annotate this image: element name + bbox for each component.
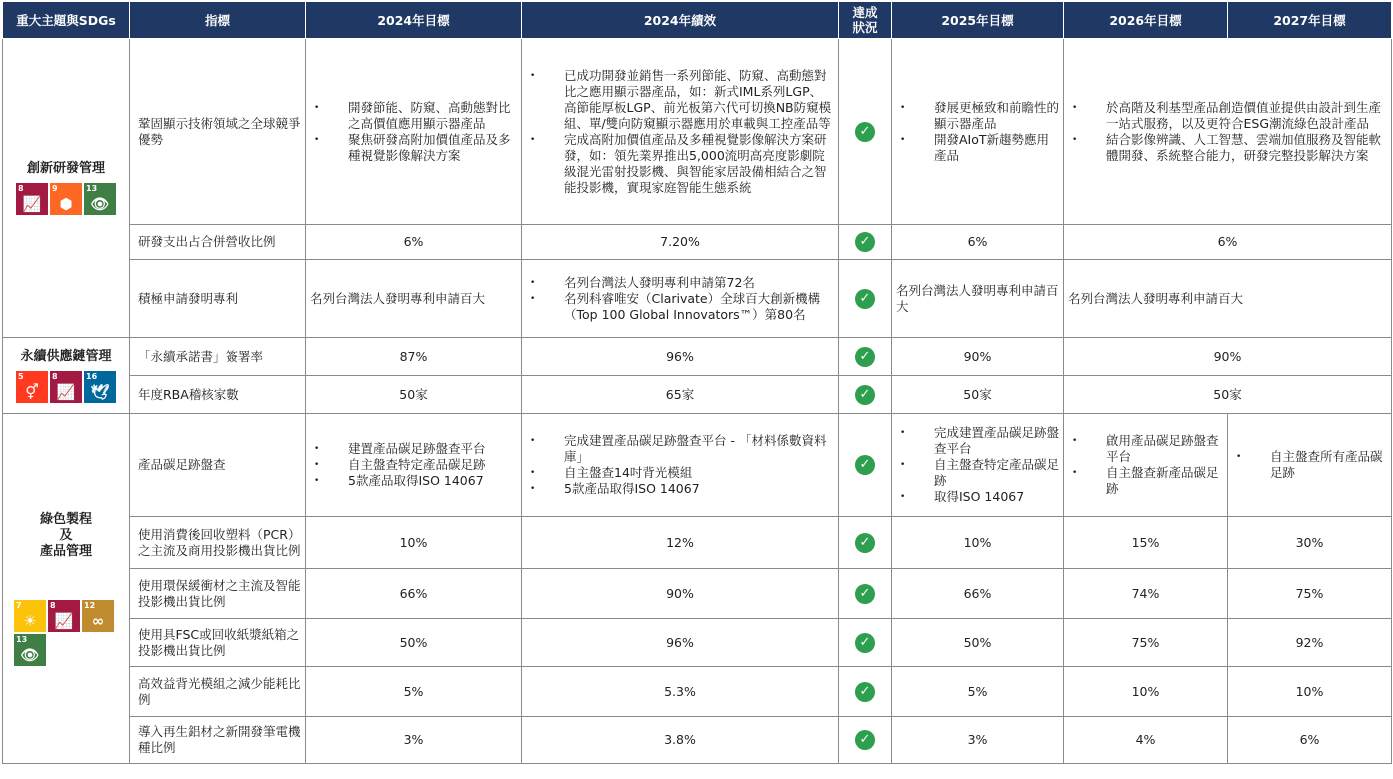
target-2026-cell: 74% bbox=[1064, 569, 1228, 619]
bullet-list bbox=[526, 433, 834, 497]
perf-2024-cell: 96% bbox=[522, 338, 839, 376]
target-2026-2027-cell: 90% bbox=[1064, 338, 1392, 376]
target-2025-cell: 66% bbox=[892, 569, 1064, 619]
header-target-2024: 2024年目標 bbox=[306, 2, 522, 39]
goals-table bbox=[2, 1, 1392, 764]
target-2025-cell: 3% bbox=[892, 717, 1064, 764]
indicator-cell: 高效益背光模組之減少能耗比例 bbox=[130, 667, 306, 717]
target-2026-cell: 10% bbox=[1064, 667, 1228, 717]
bullet-item: • 5款產品取得ISO 14067 bbox=[324, 473, 517, 489]
bullet-item: • 自主盤查所有產品碳足跡 bbox=[1246, 449, 1387, 481]
check-circle-icon: ✓ bbox=[855, 730, 875, 750]
bullet-list bbox=[526, 68, 834, 196]
bullet-item: • 完成建置產品碳足跡盤查平台 - 「材料係數資料庫」 bbox=[540, 433, 834, 465]
target-2025-cell: 6% bbox=[892, 225, 1064, 260]
target-2024-cell: 名列台灣法人發明專利申請百大 bbox=[306, 260, 522, 338]
bullet-item: • 啟用產品碳足跡盤查平台 bbox=[1082, 433, 1223, 465]
achieved-cell bbox=[839, 225, 892, 260]
perf-2024-cell: 96% bbox=[522, 619, 839, 667]
header-target-2025: 2025年目標 bbox=[892, 2, 1064, 39]
sdg-5-icon bbox=[16, 371, 48, 403]
bullet-list bbox=[310, 441, 517, 489]
sdg-16-icon bbox=[84, 371, 116, 403]
sdg-glyph: 📈 bbox=[56, 382, 76, 401]
sdg-number: 8 bbox=[50, 600, 56, 610]
achieved-cell bbox=[839, 717, 892, 764]
perf-2024-cell bbox=[522, 39, 839, 225]
target-2027-cell: 10% bbox=[1228, 667, 1392, 717]
sdg-number: 13 bbox=[16, 634, 28, 644]
bullet-item: • 開發節能、防窺、高動態對比之高價值應用顯示器產品 bbox=[324, 100, 517, 132]
target-2027-cell: 92% bbox=[1228, 619, 1392, 667]
perf-2024-cell: 7.20% bbox=[522, 225, 839, 260]
target-2024-cell: 87% bbox=[306, 338, 522, 376]
perf-2024-cell: 90% bbox=[522, 569, 839, 619]
target-2025-cell: 90% bbox=[892, 338, 1064, 376]
target-2024-cell: 3% bbox=[306, 717, 522, 764]
sdg-number: 5 bbox=[18, 371, 24, 381]
indicator-cell: 使用具FSC或回收紙漿紙箱之投影機出貨比例 bbox=[130, 619, 306, 667]
target-2025-cell bbox=[892, 39, 1064, 225]
theme-innovation bbox=[3, 39, 130, 338]
target-2026-2027-cell bbox=[1064, 39, 1392, 225]
check-circle-icon: ✓ bbox=[855, 455, 875, 475]
target-2025-cell bbox=[892, 414, 1064, 517]
achieved-cell bbox=[839, 667, 892, 717]
sdg-number: 8 bbox=[52, 371, 58, 381]
achieved-cell bbox=[839, 260, 892, 338]
bullet-item: • 開發AIoT新趨勢應用產品 bbox=[910, 132, 1059, 164]
sdg-8-icon bbox=[48, 600, 80, 632]
sdg-9-icon bbox=[50, 183, 82, 215]
check-circle-icon: ✓ bbox=[855, 289, 875, 309]
table-row bbox=[3, 717, 1392, 764]
bullet-item: • 聚焦研發高附加價值產品及多種視覺影像解決方案 bbox=[324, 132, 517, 164]
bullet-list bbox=[1232, 449, 1387, 481]
target-2025-cell: 50% bbox=[892, 619, 1064, 667]
target-2024-cell: 10% bbox=[306, 517, 522, 569]
theme-name-line1: 綠色製程 bbox=[39, 511, 92, 527]
theme-name: 永續供應鏈管理 bbox=[20, 348, 112, 364]
indicator-cell: 使用消費後回收塑料（PCR）之主流及商用投影機出貨比例 bbox=[130, 517, 306, 569]
check-circle-icon: ✓ bbox=[855, 385, 875, 405]
bullet-item: • 完成建置產品碳足跡盤查平台 bbox=[910, 425, 1059, 457]
header-target-2026: 2026年目標 bbox=[1064, 2, 1228, 39]
indicator-cell: 使用環保緩衝材之主流及智能投影機出貨比例 bbox=[130, 569, 306, 619]
bullet-list bbox=[896, 425, 1059, 505]
indicator-cell: 導入再生鋁材之新開發筆電機種比例 bbox=[130, 717, 306, 764]
target-2026-cell: 4% bbox=[1064, 717, 1228, 764]
sdg-number: 8 bbox=[18, 184, 24, 193]
target-2024-cell: 50% bbox=[306, 619, 522, 667]
table-row bbox=[3, 225, 1392, 260]
indicator-cell: 年度RBA稽核家數 bbox=[130, 376, 306, 414]
bullet-item: • 已成功開發並銷售一系列節能、防窺、高動態對比之應用顯示器產品，如：新式IML系列LGP、高節能厚板LGP、前光板第六代可切換NB防窺模組、單/雙向防窺顯示器應用於車載與工控產品等 bbox=[540, 68, 834, 132]
header-achieved-line1: 達成 bbox=[852, 5, 878, 20]
table-row bbox=[3, 569, 1392, 619]
table-row bbox=[3, 39, 1392, 225]
perf-2024-cell: 5.3% bbox=[522, 667, 839, 717]
bullet-list bbox=[310, 100, 517, 164]
sdg-12-icon bbox=[82, 600, 114, 632]
table-row bbox=[3, 260, 1392, 338]
achieved-cell bbox=[839, 338, 892, 376]
target-2027-cell: 30% bbox=[1228, 517, 1392, 569]
sdg-glyph: ⚥ bbox=[25, 382, 39, 401]
sdg-glyph: 📈 bbox=[22, 195, 42, 213]
sdg-7-icon bbox=[14, 600, 46, 632]
target-2026-2027-cell: 名列台灣法人發明專利申請百大 bbox=[1064, 260, 1392, 338]
theme-name-line2: 及 bbox=[59, 527, 73, 543]
sdg-13-icon bbox=[14, 634, 46, 666]
indicator-cell: 「永續承諾書」簽署率 bbox=[130, 338, 306, 376]
target-2025-cell: 50家 bbox=[892, 376, 1064, 414]
indicator-cell: 鞏固顯示技術領域之全球競爭優勢 bbox=[130, 39, 306, 225]
target-2026-2027-cell: 50家 bbox=[1064, 376, 1392, 414]
target-2027-cell: 75% bbox=[1228, 569, 1392, 619]
sdg-number: 12 bbox=[84, 600, 96, 610]
table-row bbox=[3, 619, 1392, 667]
table-row bbox=[3, 667, 1392, 717]
bullet-item: • 取得ISO 14067 bbox=[910, 489, 1059, 505]
check-circle-icon: ✓ bbox=[855, 347, 875, 367]
target-2024-cell: 6% bbox=[306, 225, 522, 260]
theme-supply bbox=[3, 338, 130, 414]
target-2024-cell bbox=[306, 39, 522, 225]
target-2025-cell: 10% bbox=[892, 517, 1064, 569]
sdg-glyph: 👁 bbox=[90, 195, 110, 213]
bullet-item: • 發展更極致和前瞻性的顯示器產品 bbox=[910, 100, 1059, 132]
achieved-cell bbox=[839, 39, 892, 225]
sdg-number: 9 bbox=[52, 184, 58, 193]
bullet-list bbox=[896, 100, 1059, 164]
sdg-8-icon bbox=[50, 371, 82, 403]
perf-2024-cell: 12% bbox=[522, 517, 839, 569]
check-circle-icon: ✓ bbox=[855, 533, 875, 553]
bullet-item: • 5款產品取得ISO 14067 bbox=[540, 481, 834, 497]
header-row bbox=[3, 2, 1392, 39]
check-circle-icon: ✓ bbox=[855, 584, 875, 604]
target-2026-2027-cell: 6% bbox=[1064, 225, 1392, 260]
sdg-glyph: ⬢ bbox=[59, 195, 73, 213]
bullet-item: • 建置產品碳足跡盤查平台 bbox=[324, 441, 517, 457]
theme-green bbox=[3, 414, 130, 764]
achieved-cell bbox=[839, 517, 892, 569]
table-row bbox=[3, 338, 1392, 376]
perf-2024-cell: 3.8% bbox=[522, 717, 839, 764]
header-perf-2024: 2024年績效 bbox=[522, 2, 839, 39]
bullet-item: • 名列科睿唯安（Clarivate）全球百大創新機構（Top 100 Global Innovators™）第80名 bbox=[540, 291, 834, 323]
header-achieved-line2: 狀況 bbox=[852, 20, 878, 35]
sdg-icons bbox=[7, 371, 125, 403]
header-achieved bbox=[839, 2, 892, 39]
bullet-item: • 自主盤查特定產品碳足跡 bbox=[910, 457, 1059, 489]
target-2024-cell: 5% bbox=[306, 667, 522, 717]
check-circle-icon: ✓ bbox=[855, 682, 875, 702]
bullet-item: • 自主盤查14吋背光模組 bbox=[540, 465, 834, 481]
indicator-cell: 產品碳足跡盤查 bbox=[130, 414, 306, 517]
achieved-cell bbox=[839, 569, 892, 619]
bullet-list bbox=[526, 275, 834, 323]
bullet-item: • 於高階及利基型產品創造價值並提供由設計到生產一站式服務，以及更符合ESG潮流綠色設計產品 bbox=[1082, 100, 1387, 132]
sdg-icons bbox=[14, 600, 118, 666]
target-2025-cell: 名列台灣法人發明專利申請百大 bbox=[892, 260, 1064, 338]
bullet-item: • 完成高附加價值產品及多種視覺影像解決方案研發，如：領先業界推出5,000流明高亮度影劇院級混光雷射投影機、與智能家居設備相結合之智能投影機，實現家庭智能生態系統 bbox=[540, 132, 834, 196]
table-row bbox=[3, 376, 1392, 414]
theme-name: 創新研發管理 bbox=[26, 161, 105, 176]
theme-name-line3: 產品管理 bbox=[39, 543, 92, 559]
header-indicator: 指標 bbox=[130, 2, 306, 39]
indicator-cell: 研發支出占合併營收比例 bbox=[130, 225, 306, 260]
perf-2024-cell: 65家 bbox=[522, 376, 839, 414]
indicator-cell: 積極申請發明專利 bbox=[130, 260, 306, 338]
target-2024-cell bbox=[306, 414, 522, 517]
target-2024-cell: 50家 bbox=[306, 376, 522, 414]
table-row bbox=[3, 517, 1392, 569]
sdg-13-icon bbox=[84, 183, 116, 215]
target-2027-cell: 6% bbox=[1228, 717, 1392, 764]
perf-2024-cell bbox=[522, 414, 839, 517]
bullet-item: • 自主盤查特定產品碳足跡 bbox=[324, 457, 517, 473]
bullet-item: • 自主盤查新產品碳足跡 bbox=[1082, 465, 1223, 497]
target-2026-cell: 15% bbox=[1064, 517, 1228, 569]
perf-2024-cell bbox=[522, 260, 839, 338]
table-row bbox=[3, 414, 1392, 517]
achieved-cell bbox=[839, 376, 892, 414]
target-2026-cell bbox=[1064, 414, 1228, 517]
target-2025-cell: 5% bbox=[892, 667, 1064, 717]
bullet-list bbox=[1068, 433, 1223, 497]
target-2027-cell bbox=[1228, 414, 1392, 517]
sdg-glyph: 👁 bbox=[20, 645, 40, 664]
sdg-8-icon bbox=[16, 183, 48, 215]
check-circle-icon: ✓ bbox=[855, 633, 875, 653]
sdg-glyph: 🕊 bbox=[90, 382, 110, 401]
target-2026-cell: 75% bbox=[1064, 619, 1228, 667]
check-circle-icon: ✓ bbox=[855, 232, 875, 252]
target-2024-cell: 66% bbox=[306, 569, 522, 619]
achieved-cell bbox=[839, 619, 892, 667]
sdg-icons bbox=[7, 183, 125, 215]
bullet-item: • 名列台灣法人發明專利申請第72名 bbox=[540, 275, 834, 291]
header-target-2027: 2027年目標 bbox=[1228, 2, 1392, 39]
sdg-number: 16 bbox=[86, 371, 98, 381]
sdg-number: 7 bbox=[16, 600, 22, 610]
header-theme: 重大主題與SDGs bbox=[3, 2, 130, 39]
sdg-glyph: ∞ bbox=[91, 611, 105, 630]
sdg-number: 13 bbox=[86, 184, 98, 193]
sdg-glyph: ☀ bbox=[23, 611, 37, 630]
achieved-cell bbox=[839, 414, 892, 517]
check-circle-icon: ✓ bbox=[855, 122, 875, 142]
sdg-glyph: 📈 bbox=[54, 611, 74, 630]
bullet-item: • 結合影像辨識、人工智慧、雲端加值服務及智能軟體開發、系統整合能力，研發完整投影解決方案 bbox=[1082, 132, 1387, 164]
bullet-list bbox=[1068, 100, 1387, 164]
